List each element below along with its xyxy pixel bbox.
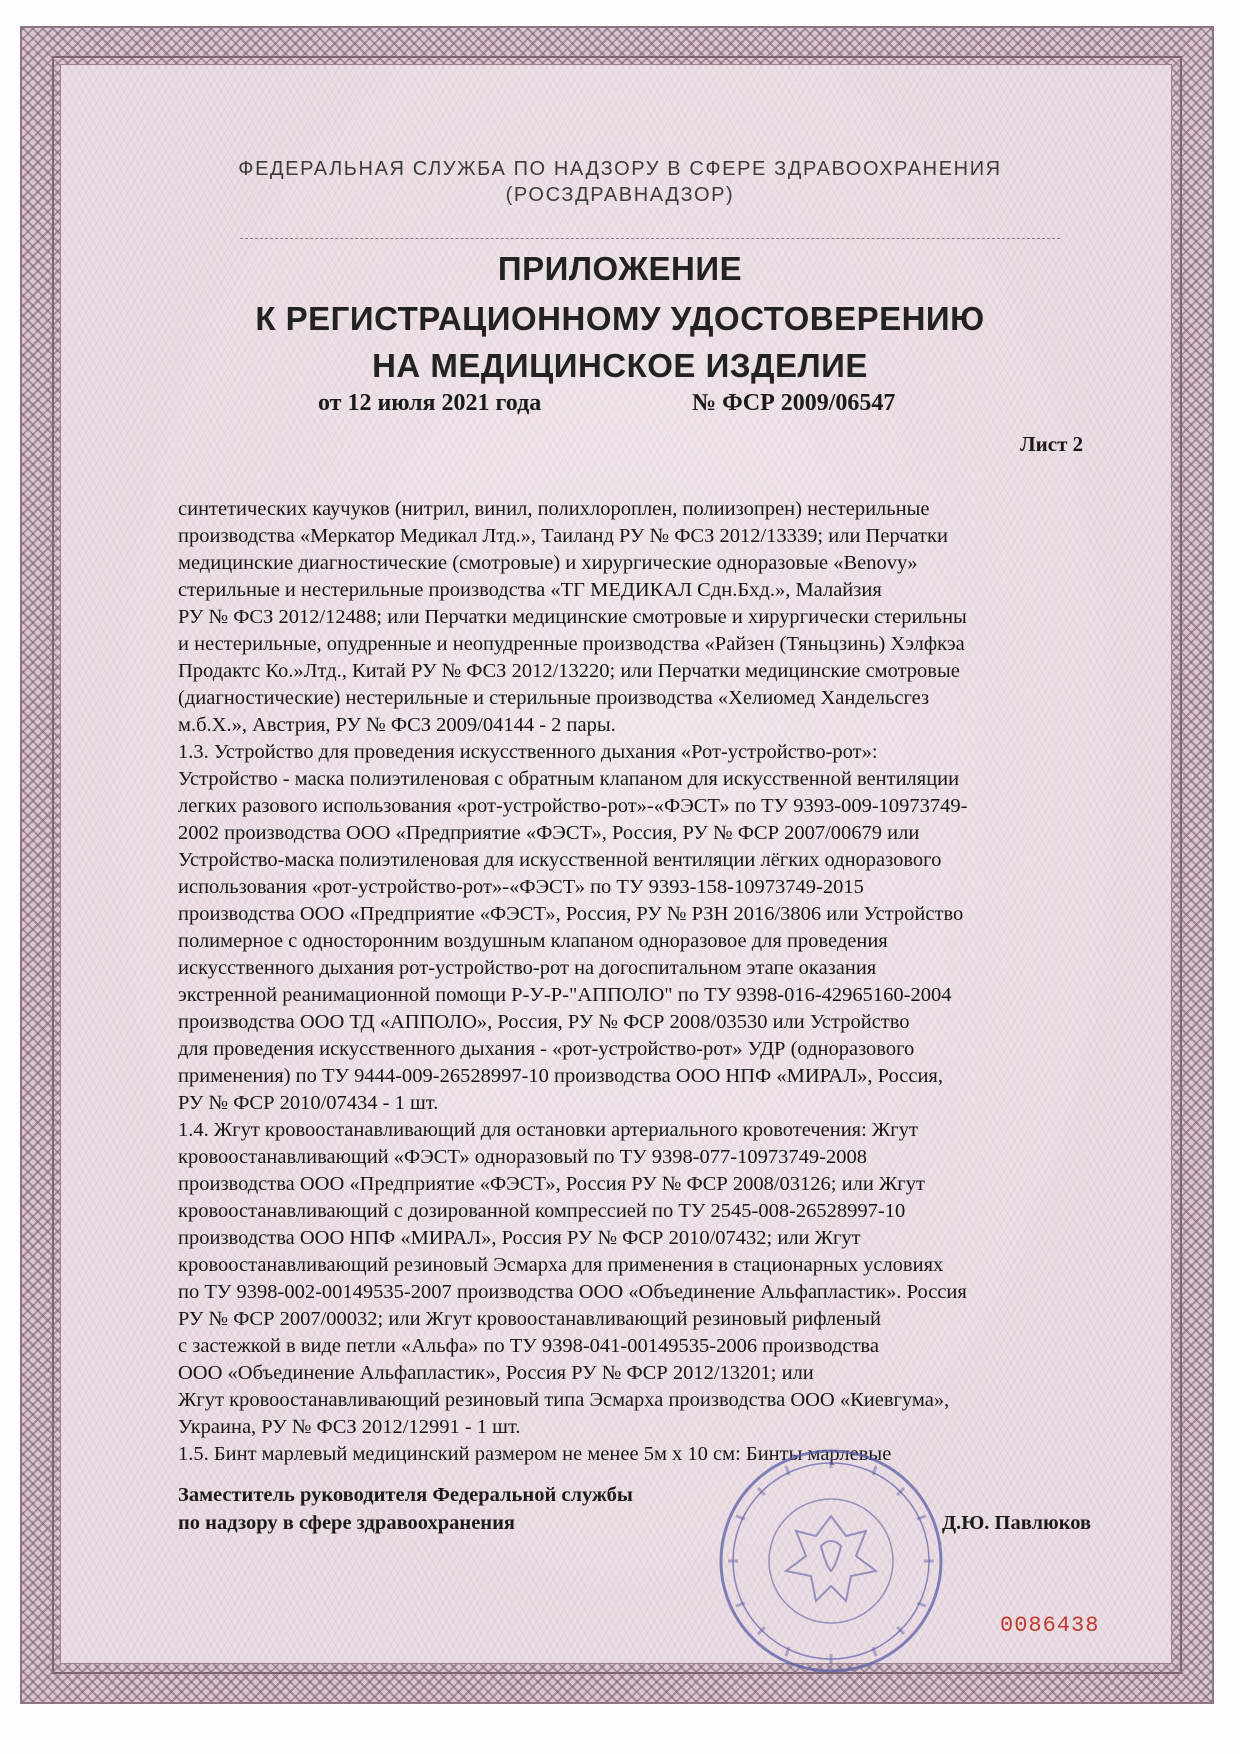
body-line: производства ООО «Предприятие «ФЭСТ», Россия, РУ № РЗН 2016/3806 или Устройство (178, 903, 964, 925)
section-1-3-heading: 1.3. Устройство для проведения искусственного дыхания «Рот-устройство-рот»: (178, 741, 878, 763)
signatory-name: Д.Ю. Павлюков (942, 1512, 1092, 1534)
body-line: производства «Меркатор Медикал Лтд.», Таиланд РУ № ФСЗ 2012/13339; или Перчатки (178, 525, 948, 547)
section-1-4-heading: 1.4. Жгут кровоостанавливающий для остановки артериального кровотечения: Жгут (178, 1119, 918, 1141)
agency-name: ФЕДЕРАЛЬНАЯ СЛУЖБА ПО НАДЗОРУ В СФЕРЕ ЗДРАВООХРАНЕНИЯ (238, 158, 1002, 180)
body-line: применения) по ТУ 9444-009-26528997-10 производства ООО НПФ «МИРАЛ», Россия, (178, 1065, 943, 1087)
signatory-position-continued: по надзору в сфере здравоохранения (178, 1512, 516, 1534)
official-seal-icon (716, 1446, 946, 1676)
body-line: Жгут кровоостанавливающий резиновый типа Эсмарха производства ООО «Киевгума», (178, 1389, 950, 1411)
body-line: медицинские диагностические (смотровые) и хирургические одноразовые «Benovy» (178, 552, 918, 574)
body-line: ООО «Объединение Альфапластик», Россия РУ № ФСР 2012/13201; или (178, 1362, 814, 1384)
certificate-number: № ФСР 2009/06547 (692, 390, 896, 416)
body-line: с застежкой в виде петли «Альфа» по ТУ 9398-041-00149535-2006 производства (178, 1335, 879, 1357)
body-line: кровоостанавливающий с дозированной компрессией по ТУ 2545-008-26528997-10 (178, 1200, 906, 1222)
document-title: ПРИЛОЖЕНИЕ (497, 250, 743, 287)
header-divider (240, 238, 1060, 239)
body-line: производства ООО ТД «АППОЛО», Россия, РУ № ФСР 2008/03530 или Устройство (178, 1011, 910, 1033)
body-line: искусственного дыхания рот-устройство-рот на догоспитальном этапе оказания (178, 957, 877, 979)
issue-date: от 12 июля 2021 года (318, 390, 542, 416)
body-line: кровоостанавливающий резиновый Эсмарха для применения в стационарных условиях (178, 1254, 944, 1276)
document-subtitle-line1: К РЕГИСТРАЦИОННОМУ УДОСТОВЕРЕНИЮ (255, 300, 985, 337)
body-line: синтетических каучуков (нитрил, винил, полихлороплен, полиизопрен) нестерильные (178, 498, 930, 520)
body-line: кровоостанавливающий «ФЭСТ» одноразовый по ТУ 9398-077-10973749-2008 (178, 1146, 867, 1168)
signatory-position: Заместитель руководителя Федеральной службы (178, 1484, 633, 1506)
sheet-number: Лист 2 (1020, 432, 1084, 456)
body-line: 2002 производства ООО «Предприятие «ФЭСТ», Россия, РУ № ФСР 2007/00679 или (178, 822, 920, 844)
body-line: и нестерильные, опудренные и неопудренные производства «Райзен (Тяньцзинь) Хэлфкэа (178, 633, 965, 655)
agency-abbreviation: (РОСЗДРАВНАДЗОР) (505, 184, 735, 206)
section-1-5-heading: 1.5. Бинт марлевый медицинский размером не менее 5м х 10 см: Бинты марлевые (178, 1443, 892, 1465)
body-line: полимерное с односторонним воздушным клапаном одноразовое для проведения (178, 930, 888, 952)
body-line: экстренной реанимационной помощи Р-У-Р-"АППОЛО" по ТУ 9398-016-42965160-2004 (178, 984, 952, 1006)
document-subtitle-line2: НА МЕДИЦИНСКОЕ ИЗДЕЛИЕ (372, 347, 868, 384)
body-line: Продактс Ко.»Лтд., Китай РУ № ФСЗ 2012/13220; или Перчатки медицинские смотровые (178, 660, 960, 682)
body-line: по ТУ 9398-002-00149535-2007 производства ООО «Объединение Альфапластик». Россия (178, 1281, 967, 1303)
body-line: производства ООО НПФ «МИРАЛ», Россия РУ № ФСР 2010/07432; или Жгут (178, 1227, 861, 1249)
body-line: легких разового использования «рот-устройство-рот»-«ФЭСТ» по ТУ 9393-009-10973749- (178, 795, 968, 817)
body-line: Устройство-маска полиэтиленовая для искусственной вентиляции лёгких одноразового (178, 849, 942, 871)
body-line: стерильные и нестерильные производства «ТГ МЕДИКАЛ Сдн.Бхд.», Малайзия (178, 579, 882, 601)
body-line: использования «рот-устройство-рот»-«ФЭСТ» по ТУ 9393-158-10973749-2015 (178, 876, 864, 898)
serial-number: 0086438 (1000, 1613, 1100, 1638)
body-line: (диагностические) нестерильные и стерильные производства «Хелиомед Хандельсгез (178, 687, 930, 709)
body-line: для проведения искусственного дыхания - «рот-устройство-рот» УДР (одноразового (178, 1038, 915, 1060)
body-line: РУ № ФСР 2007/00032; или Жгут кровоостанавливающий резиновый рифленый (178, 1308, 882, 1330)
body-line: РУ № ФСЗ 2012/12488; или Перчатки медицинские смотровые и хирургически стерильны (178, 606, 967, 628)
body-line: м.б.Х.», Австрия, РУ № ФСЗ 2009/04144 - 2 пары. (178, 714, 616, 736)
body-line: Устройство - маска полиэтиленовая с обратным клапаном для искусственной вентиляции (178, 768, 960, 790)
body-line: Украина, РУ № ФСЗ 2012/12991 - 1 шт. (178, 1416, 521, 1438)
body-line: РУ № ФСР 2010/07434 - 1 шт. (178, 1092, 439, 1114)
body-line: производства ООО «Предприятие «ФЭСТ», Россия РУ № ФСР 2008/03126; или Жгут (178, 1173, 925, 1195)
